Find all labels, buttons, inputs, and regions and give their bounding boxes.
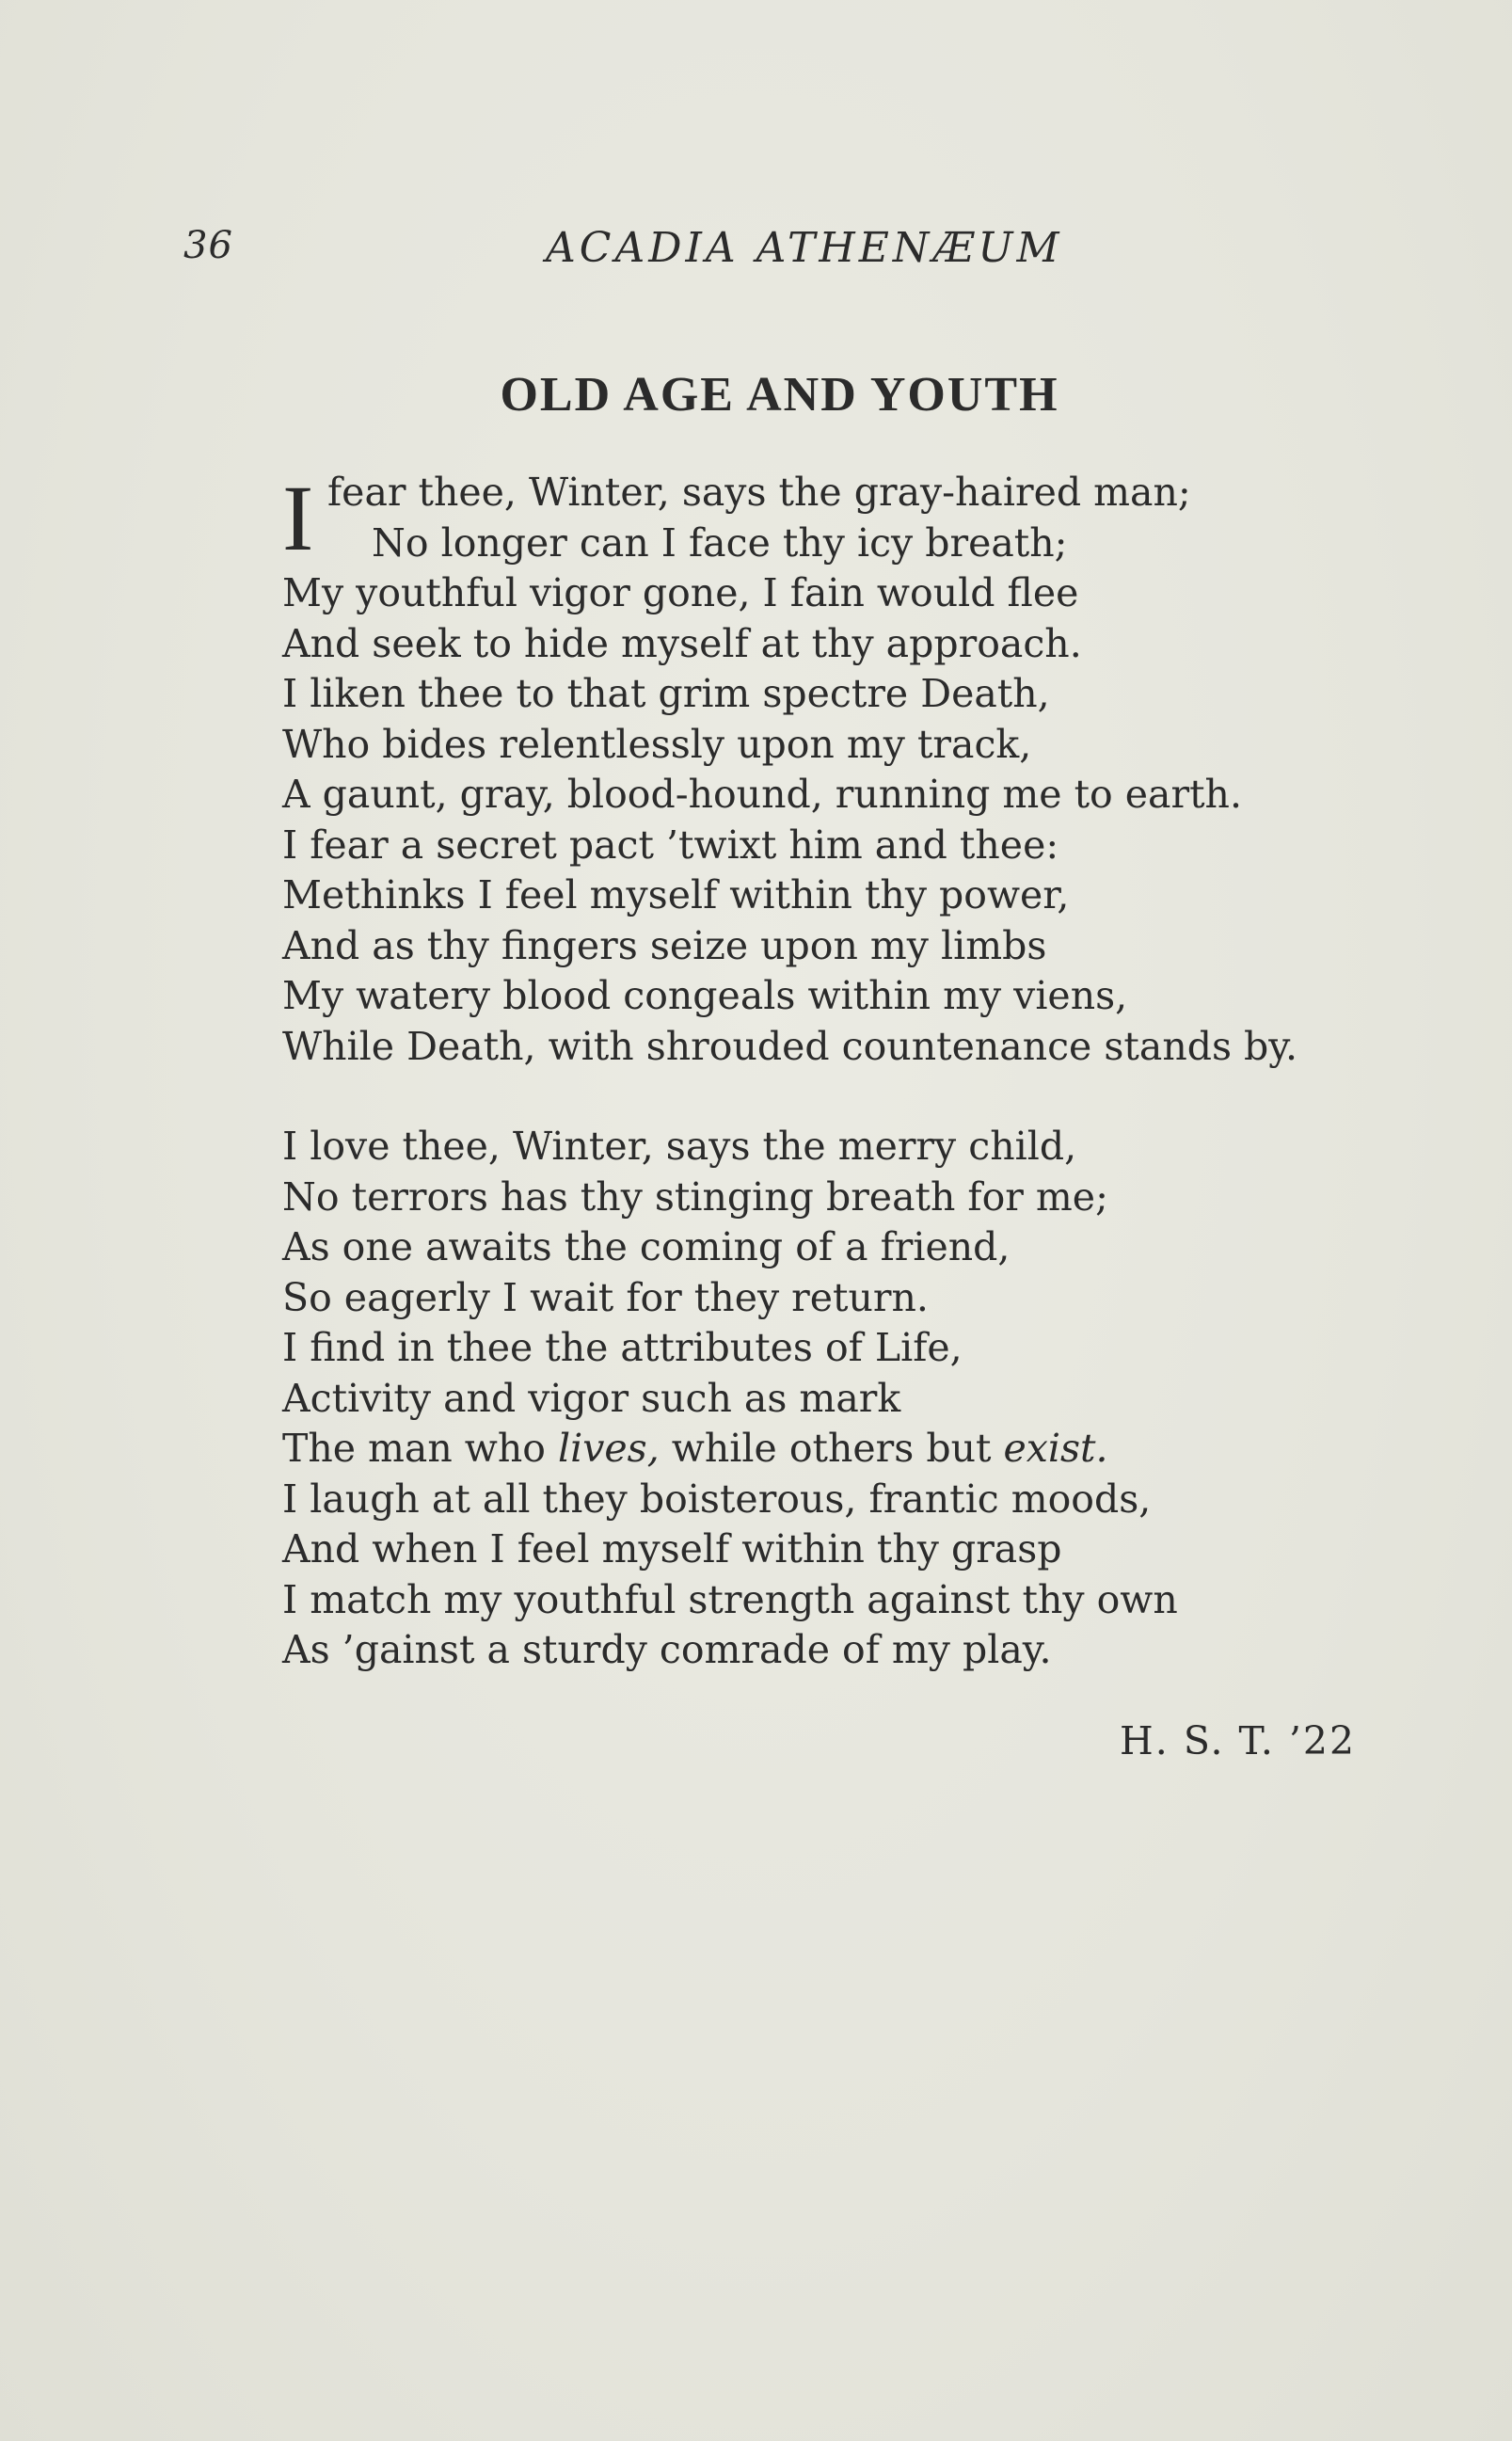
poem-title: OLD AGE AND YOUTH: [500, 368, 1059, 422]
poem-line: Methinks I feel myself within thy power,: [282, 872, 1070, 917]
poem-line: A gaunt, gray, blood-hound, running me to earth.: [282, 772, 1242, 817]
poem-line: As one awaits the coming of a friend,: [282, 1224, 1011, 1269]
poem-line: I match my youthful strength against thy own: [282, 1576, 1178, 1622]
poem-line: My watery blood congeals within my viens,: [282, 973, 1128, 1018]
poem-line: I liken thee to that grim spectre Death,: [282, 671, 1050, 716]
poem-line: I love thee, Winter, says the merry child,: [282, 1124, 1077, 1169]
poem-line: And as thy fingers seize upon my limbs: [282, 922, 1047, 968]
poem-line: No longer can I face thy icy breath;: [372, 519, 1068, 566]
poem-line: I laugh at all they boisterous, frantic moods,: [282, 1476, 1152, 1522]
poem-line: I find in thee the attributes of Life,: [282, 1325, 963, 1370]
poem-line: And seek to hide myself at thy approach.: [282, 620, 1082, 666]
poem-line: While Death, with shrouded countenance stands by.: [282, 1023, 1298, 1069]
poem-line: And when I feel myself within thy grasp: [282, 1526, 1062, 1571]
poem-line: My youthful vigor gone, I fain would flee: [282, 570, 1079, 615]
poem-line: Who bides relentlessly upon my track,: [282, 721, 1032, 767]
poem-text: The man who: [282, 1426, 559, 1471]
page-number: 36: [183, 224, 233, 267]
stanza-youth: [282, 1122, 1178, 1676]
stanza-old-age: [282, 468, 1297, 1072]
italic-word: exist.: [1003, 1426, 1108, 1471]
poem-line: So eagerly I wait for they return.: [282, 1274, 929, 1320]
italic-word: lives,: [558, 1426, 660, 1471]
poem-text: while others but: [659, 1426, 1004, 1471]
poem-line: Activity and vigor such as mark: [282, 1375, 901, 1421]
journal-title: ACADIA ATHENÆUM: [546, 224, 1063, 272]
poem-line: fear thee, Winter, says the gray-haired man;: [327, 470, 1191, 515]
poem-line-with-italics: [282, 1424, 1178, 1475]
running-head: [183, 224, 1360, 280]
poem-line: No terrors has thy stinging breath for me;: [282, 1173, 1108, 1220]
poem-line: As ’gainst a sturdy comrade of my play.: [282, 1627, 1052, 1672]
poem-line: I fear a secret pact ’twixt him and thee:: [282, 822, 1059, 868]
drop-cap: I: [282, 466, 314, 570]
author-signature: H. S. T. ’22: [1120, 1718, 1357, 1763]
